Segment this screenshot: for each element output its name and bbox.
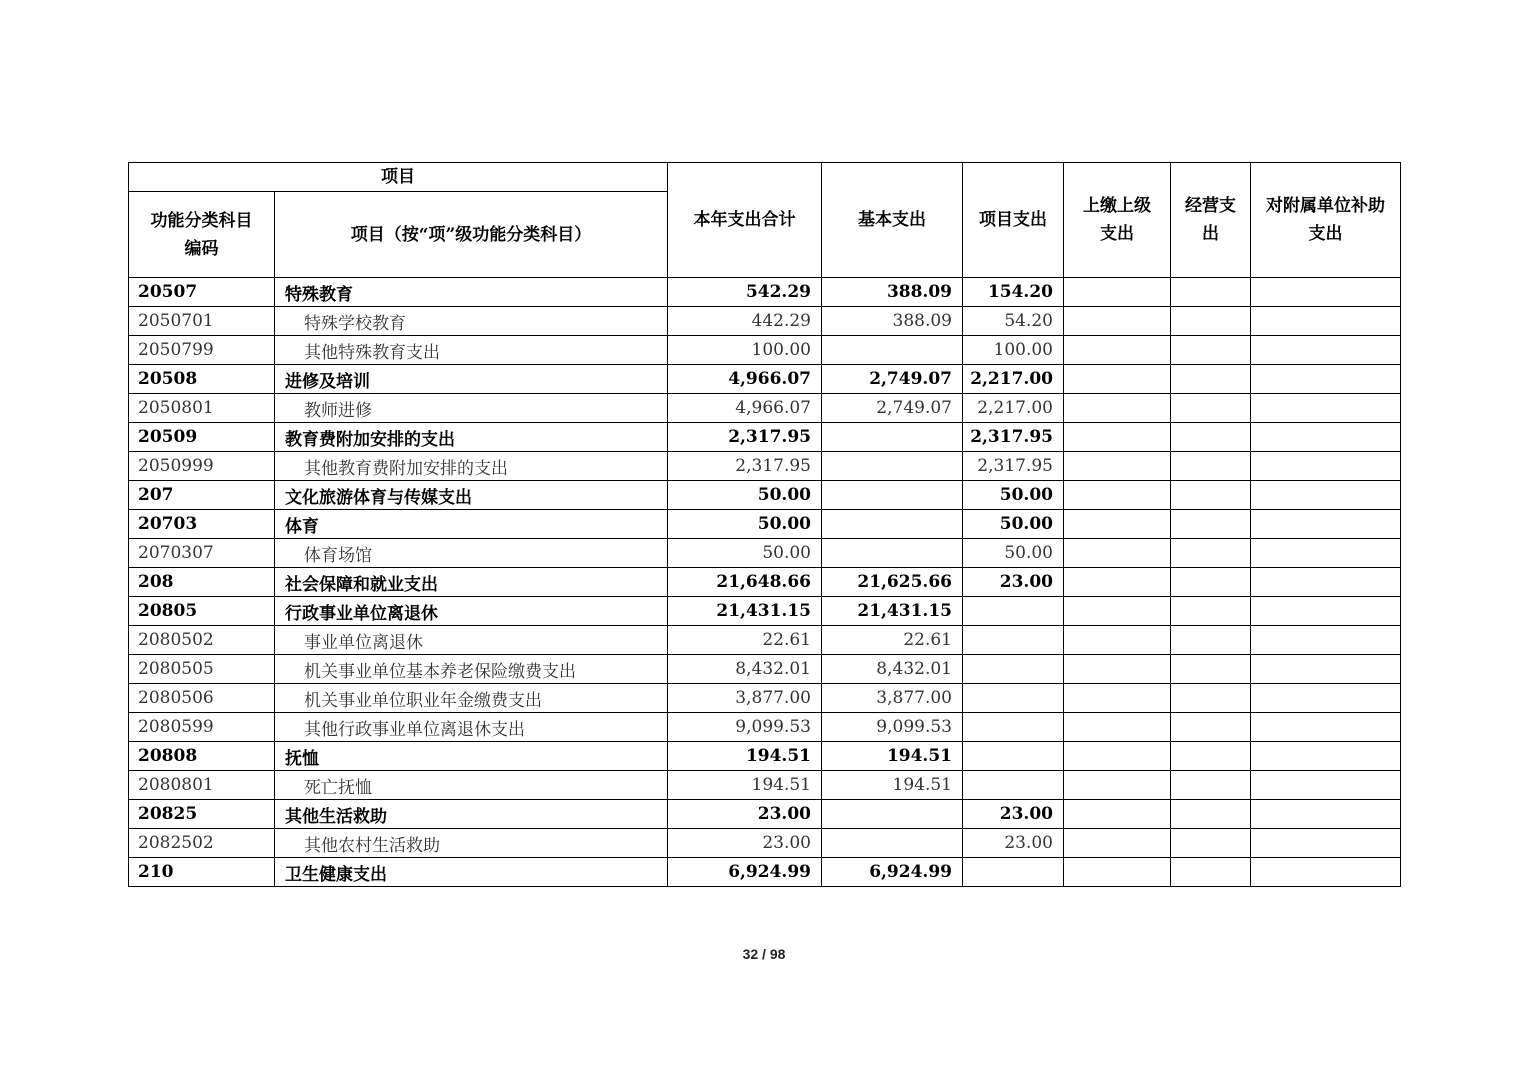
cell-total: 23.00 — [668, 800, 822, 829]
cell-basic: 8,432.01 — [822, 655, 963, 684]
cell-business — [1171, 452, 1251, 481]
cell-business — [1171, 713, 1251, 742]
cell-upper — [1064, 278, 1171, 307]
cell-total: 8,432.01 — [668, 655, 822, 684]
cell-project: 2,217.00 — [963, 394, 1064, 423]
cell-basic — [822, 539, 963, 568]
table-row — [129, 336, 1401, 365]
header-upper: 上缴上级支出 — [1064, 163, 1171, 278]
cell-total: 4,966.07 — [668, 394, 822, 423]
cell-subsidy — [1251, 597, 1401, 626]
cell-upper — [1064, 742, 1171, 771]
cell-project: 23.00 — [963, 568, 1064, 597]
cell-upper — [1064, 829, 1171, 858]
cell-upper — [1064, 568, 1171, 597]
cell-basic: 194.51 — [822, 771, 963, 800]
cell-name: 体育 — [275, 510, 668, 539]
cell-basic — [822, 510, 963, 539]
cell-total: 3,877.00 — [668, 684, 822, 713]
cell-name: 教育费附加安排的支出 — [275, 423, 668, 452]
cell-subsidy — [1251, 626, 1401, 655]
cell-code: 20805 — [129, 597, 275, 626]
cell-business — [1171, 626, 1251, 655]
cell-code: 210 — [129, 858, 275, 887]
cell-total: 21,431.15 — [668, 597, 822, 626]
cell-business — [1171, 394, 1251, 423]
cell-project — [963, 771, 1064, 800]
cell-name: 其他特殊教育支出 — [275, 336, 668, 365]
table-row — [129, 307, 1401, 336]
header-total: 本年支出合计 — [668, 163, 822, 278]
cell-name: 社会保障和就业支出 — [275, 568, 668, 597]
cell-project: 23.00 — [963, 829, 1064, 858]
cell-basic: 194.51 — [822, 742, 963, 771]
cell-upper — [1064, 365, 1171, 394]
cell-subsidy — [1251, 336, 1401, 365]
cell-total: 194.51 — [668, 771, 822, 800]
cell-upper — [1064, 510, 1171, 539]
cell-project — [963, 713, 1064, 742]
cell-total: 194.51 — [668, 742, 822, 771]
cell-name: 卫生健康支出 — [275, 858, 668, 887]
table-row — [129, 771, 1401, 800]
header-project-group: 项目 — [129, 163, 668, 192]
cell-basic — [822, 452, 963, 481]
cell-total: 442.29 — [668, 307, 822, 336]
cell-name: 其他农村生活救助 — [275, 829, 668, 858]
cell-business — [1171, 800, 1251, 829]
cell-subsidy — [1251, 394, 1401, 423]
cell-subsidy — [1251, 481, 1401, 510]
cell-code: 2050999 — [129, 452, 275, 481]
cell-name: 机关事业单位基本养老保险缴费支出 — [275, 655, 668, 684]
table-row — [129, 597, 1401, 626]
cell-project: 54.20 — [963, 307, 1064, 336]
cell-business — [1171, 510, 1251, 539]
cell-subsidy — [1251, 858, 1401, 887]
cell-business — [1171, 307, 1251, 336]
cell-code: 20508 — [129, 365, 275, 394]
cell-basic: 388.09 — [822, 278, 963, 307]
cell-project: 50.00 — [963, 539, 1064, 568]
cell-subsidy — [1251, 539, 1401, 568]
cell-basic — [822, 829, 963, 858]
cell-code: 2080801 — [129, 771, 275, 800]
cell-name: 事业单位离退休 — [275, 626, 668, 655]
cell-name: 行政事业单位离退休 — [275, 597, 668, 626]
cell-business — [1171, 278, 1251, 307]
cell-subsidy — [1251, 742, 1401, 771]
cell-total: 542.29 — [668, 278, 822, 307]
cell-subsidy — [1251, 307, 1401, 336]
cell-basic — [822, 423, 963, 452]
cell-business — [1171, 858, 1251, 887]
cell-subsidy — [1251, 829, 1401, 858]
cell-code: 20825 — [129, 800, 275, 829]
cell-subsidy — [1251, 568, 1401, 597]
header-name: 项目（按“项”级功能分类科目） — [275, 192, 668, 278]
table-row — [129, 365, 1401, 394]
cell-project — [963, 626, 1064, 655]
cell-basic: 2,749.07 — [822, 394, 963, 423]
cell-name: 机关事业单位职业年金缴费支出 — [275, 684, 668, 713]
cell-name: 特殊教育 — [275, 278, 668, 307]
cell-subsidy — [1251, 771, 1401, 800]
cell-code: 2070307 — [129, 539, 275, 568]
cell-total: 9,099.53 — [668, 713, 822, 742]
cell-business — [1171, 597, 1251, 626]
cell-code: 20509 — [129, 423, 275, 452]
cell-basic — [822, 481, 963, 510]
cell-subsidy — [1251, 684, 1401, 713]
cell-project: 100.00 — [963, 336, 1064, 365]
page-number: 32 / 98 — [742, 946, 786, 962]
cell-name: 其他行政事业单位离退休支出 — [275, 713, 668, 742]
cell-project — [963, 742, 1064, 771]
cell-upper — [1064, 771, 1171, 800]
cell-basic: 21,625.66 — [822, 568, 963, 597]
cell-business — [1171, 829, 1251, 858]
cell-total: 100.00 — [668, 336, 822, 365]
table-row — [129, 829, 1401, 858]
cell-code: 2050799 — [129, 336, 275, 365]
cell-code: 208 — [129, 568, 275, 597]
cell-total: 50.00 — [668, 539, 822, 568]
cell-business — [1171, 742, 1251, 771]
cell-name: 教师进修 — [275, 394, 668, 423]
cell-subsidy — [1251, 278, 1401, 307]
cell-total: 23.00 — [668, 829, 822, 858]
cell-project: 2,317.95 — [963, 423, 1064, 452]
cell-upper — [1064, 307, 1171, 336]
cell-code: 2050801 — [129, 394, 275, 423]
cell-business — [1171, 423, 1251, 452]
table-row — [129, 655, 1401, 684]
cell-upper — [1064, 684, 1171, 713]
cell-name: 抚恤 — [275, 742, 668, 771]
cell-code: 2080506 — [129, 684, 275, 713]
cell-business — [1171, 481, 1251, 510]
cell-business — [1171, 336, 1251, 365]
cell-name: 其他生活救助 — [275, 800, 668, 829]
cell-total: 2,317.95 — [668, 423, 822, 452]
cell-name: 其他教育费附加安排的支出 — [275, 452, 668, 481]
cell-project — [963, 858, 1064, 887]
cell-code: 2080502 — [129, 626, 275, 655]
cell-project — [963, 655, 1064, 684]
cell-basic — [822, 336, 963, 365]
cell-total: 2,317.95 — [668, 452, 822, 481]
table-row — [129, 481, 1401, 510]
cell-upper — [1064, 336, 1171, 365]
table-row — [129, 568, 1401, 597]
cell-business — [1171, 771, 1251, 800]
cell-subsidy — [1251, 655, 1401, 684]
table-row — [129, 742, 1401, 771]
table-row — [129, 278, 1401, 307]
table-row — [129, 858, 1401, 887]
cell-business — [1171, 539, 1251, 568]
cell-upper — [1064, 597, 1171, 626]
cell-project: 50.00 — [963, 510, 1064, 539]
cell-upper — [1064, 655, 1171, 684]
cell-subsidy — [1251, 452, 1401, 481]
cell-subsidy — [1251, 713, 1401, 742]
cell-basic: 3,877.00 — [822, 684, 963, 713]
cell-total: 4,966.07 — [668, 365, 822, 394]
cell-basic: 22.61 — [822, 626, 963, 655]
cell-upper — [1064, 452, 1171, 481]
table-row — [129, 684, 1401, 713]
cell-basic: 9,099.53 — [822, 713, 963, 742]
cell-upper — [1064, 800, 1171, 829]
cell-basic: 2,749.07 — [822, 365, 963, 394]
header-project: 项目支出 — [963, 163, 1064, 278]
expenditure-table — [128, 162, 1401, 887]
cell-basic — [822, 800, 963, 829]
cell-upper — [1064, 713, 1171, 742]
header-subsidy: 对附属单位补助支出 — [1251, 163, 1401, 278]
cell-project — [963, 597, 1064, 626]
cell-project: 154.20 — [963, 278, 1064, 307]
cell-code: 207 — [129, 481, 275, 510]
cell-code: 2082502 — [129, 829, 275, 858]
cell-project: 2,217.00 — [963, 365, 1064, 394]
header-business: 经营支出 — [1171, 163, 1251, 278]
cell-business — [1171, 568, 1251, 597]
cell-basic: 6,924.99 — [822, 858, 963, 887]
cell-upper — [1064, 626, 1171, 655]
cell-name: 文化旅游体育与传媒支出 — [275, 481, 668, 510]
cell-total: 21,648.66 — [668, 568, 822, 597]
cell-project: 2,317.95 — [963, 452, 1064, 481]
cell-business — [1171, 684, 1251, 713]
cell-subsidy — [1251, 510, 1401, 539]
cell-business — [1171, 655, 1251, 684]
table-row — [129, 423, 1401, 452]
cell-upper — [1064, 423, 1171, 452]
table-row — [129, 713, 1401, 742]
cell-subsidy — [1251, 800, 1401, 829]
cell-code: 2080599 — [129, 713, 275, 742]
table-row — [129, 394, 1401, 423]
cell-name: 进修及培训 — [275, 365, 668, 394]
header-basic: 基本支出 — [822, 163, 963, 278]
cell-total: 50.00 — [668, 510, 822, 539]
cell-name: 特殊学校教育 — [275, 307, 668, 336]
cell-name: 体育场馆 — [275, 539, 668, 568]
cell-code: 20808 — [129, 742, 275, 771]
cell-upper — [1064, 539, 1171, 568]
table-row — [129, 510, 1401, 539]
cell-upper — [1064, 394, 1171, 423]
cell-upper — [1064, 481, 1171, 510]
cell-code: 20703 — [129, 510, 275, 539]
header-code: 功能分类科目编码 — [129, 192, 275, 278]
cell-name: 死亡抚恤 — [275, 771, 668, 800]
cell-basic: 21,431.15 — [822, 597, 963, 626]
cell-business — [1171, 365, 1251, 394]
cell-project: 23.00 — [963, 800, 1064, 829]
cell-total: 6,924.99 — [668, 858, 822, 887]
cell-upper — [1064, 858, 1171, 887]
cell-code: 2050701 — [129, 307, 275, 336]
cell-subsidy — [1251, 365, 1401, 394]
cell-total: 22.61 — [668, 626, 822, 655]
cell-project: 50.00 — [963, 481, 1064, 510]
table-row — [129, 626, 1401, 655]
cell-code: 20507 — [129, 278, 275, 307]
table-row — [129, 452, 1401, 481]
cell-subsidy — [1251, 423, 1401, 452]
cell-project — [963, 684, 1064, 713]
cell-code: 2080505 — [129, 655, 275, 684]
table-row — [129, 800, 1401, 829]
cell-total: 50.00 — [668, 481, 822, 510]
table-row — [129, 539, 1401, 568]
cell-basic: 388.09 — [822, 307, 963, 336]
